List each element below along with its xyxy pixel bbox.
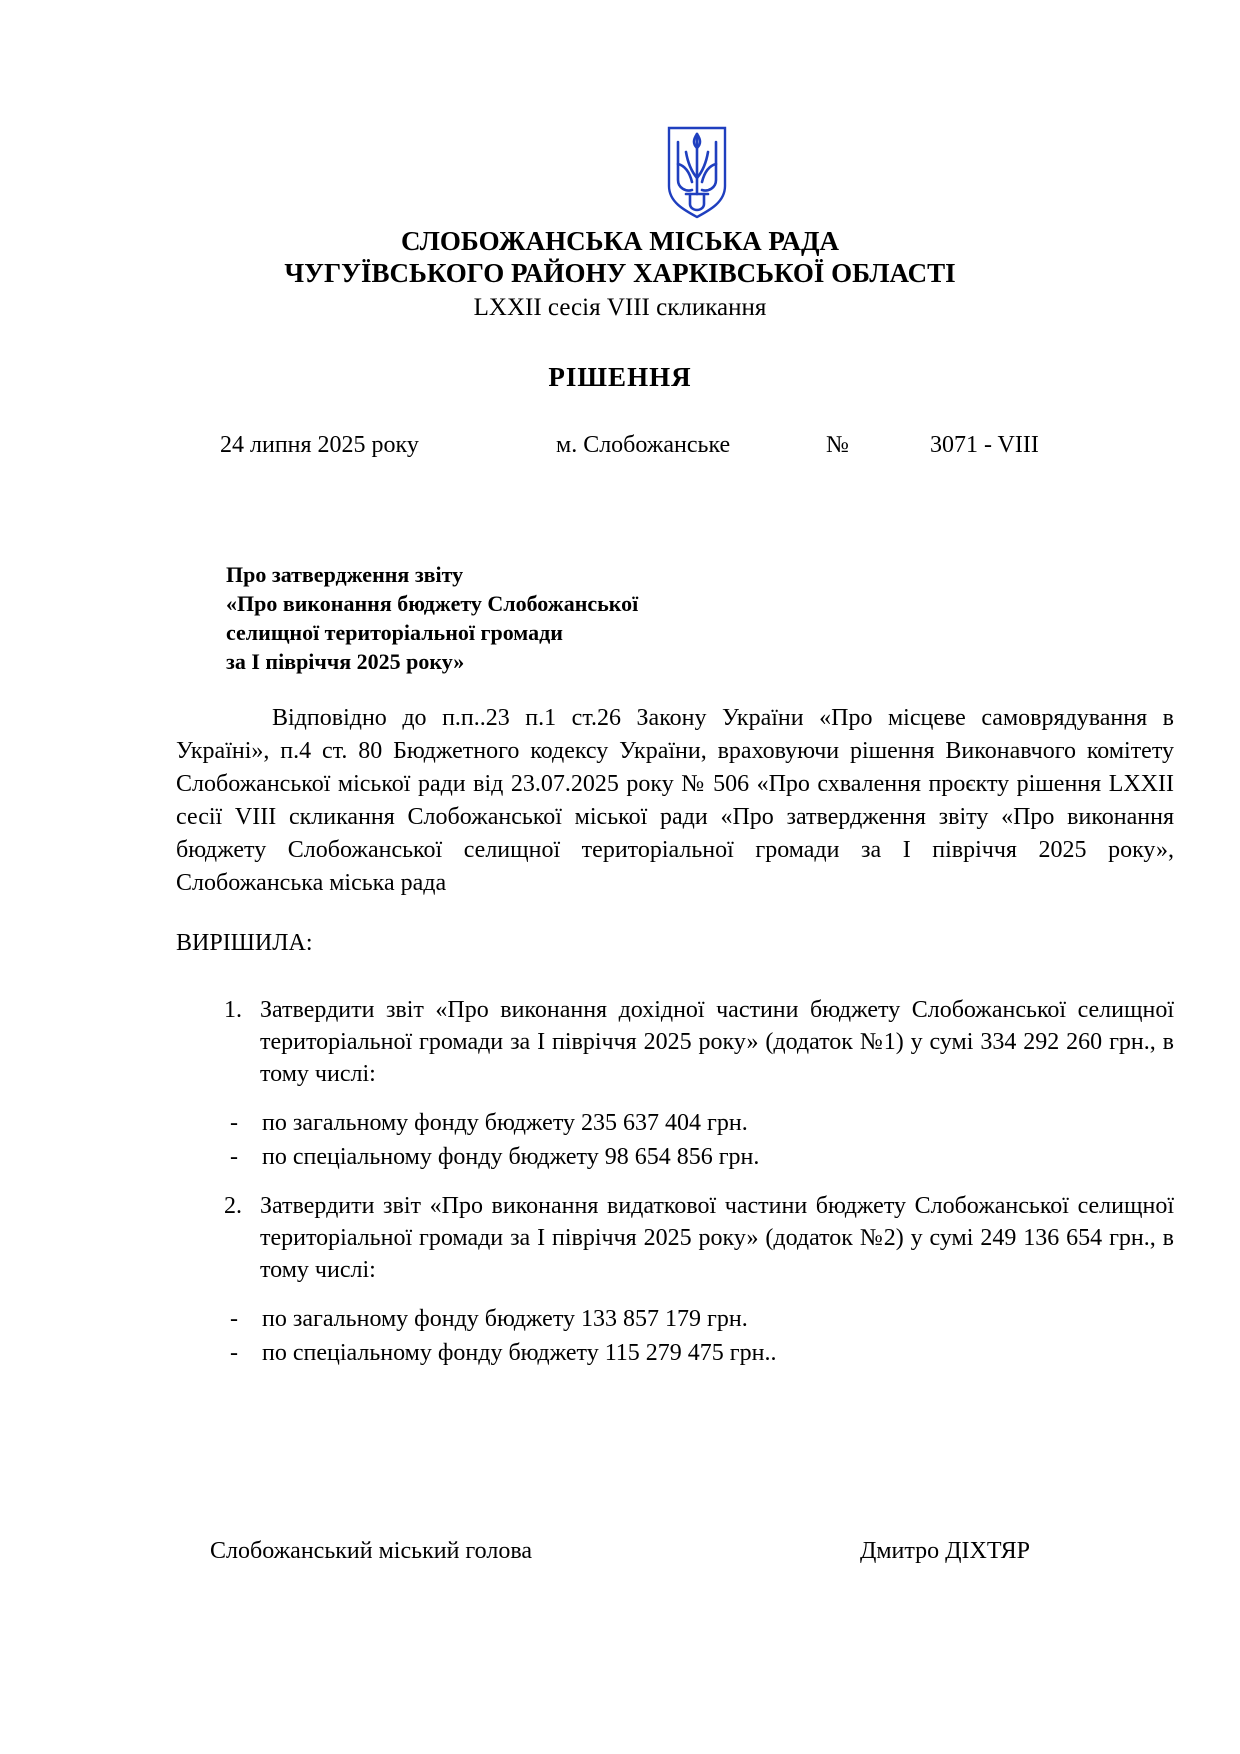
ukraine-trident-emblem-icon [664, 124, 730, 220]
subject-line: «Про виконання бюджету Слобожанської [226, 591, 639, 616]
list-dash: - [230, 1306, 238, 1332]
item-text: Затвердити звіт «Про виконання видаткової частини бюджету Слобожанської селищної територіальної громади за І півріччя 2025 року» (додаток №2) у сумі 249 136 654 грн., в тому числі: [260, 1193, 1174, 1283]
list-item-text: по спеціальному фонду бюджету 98 654 856 грн. [262, 1144, 760, 1170]
document-title: РІШЕННЯ [548, 362, 692, 392]
subject-line: за І півріччя 2025 року» [226, 649, 465, 674]
signatory-name: Дмитро ДІХТЯР [860, 1538, 1030, 1564]
list-item-text: по загальному фонду бюджету 235 637 404 грн. [262, 1110, 748, 1136]
council-name: СЛОБОЖАНСЬКА МІСЬКА РАДА [400, 226, 840, 256]
number-sign: № [826, 432, 849, 458]
resolution-item [224, 1190, 1174, 1286]
district-name: ЧУГУЇВСЬКОГО РАЙОНУ ХАРКІВСЬКОЇ ОБЛАСТІ [284, 258, 956, 288]
subject-line: Про затвердження звіту [226, 562, 464, 587]
list-item-text: по загальному фонду бюджету 133 857 179 грн. [262, 1306, 748, 1332]
session-label: LXXII сесія VIII скликання [473, 294, 767, 321]
decision-city: м. Слобожанське [556, 432, 731, 458]
resolution-item [224, 994, 1174, 1090]
signatory-position: Слобожанський міський голова [210, 1538, 532, 1564]
subject-line: селищної територіальної громади [226, 620, 563, 645]
preamble-paragraph: Відповідно до п.п..23 п.1 ст.26 Закону України «Про місцеве самоврядування в Україні», п.4 ст. 80 Бюджетного кодексу України, враховуючи рішення Виконавчого комітету Слобожанської міської ради від 23.07.2025 року № 506 «Про схвалення проєкту рішення LXXII сесії VIII скликання Слобожанської міської ради «Про затвердження звіту «Про виконання бюджету Слобожанської селищної територіальної громади за І півріччя 2025 року», Слобожанська міська рада [176, 705, 1174, 896]
list-dash: - [230, 1110, 238, 1136]
list-dash: - [230, 1340, 238, 1366]
decision-date: 24 липня 2025 року [220, 432, 419, 458]
item-number: 1. [224, 997, 242, 1023]
list-item-text: по спеціальному фонду бюджету 115 279 475 грн.. [262, 1340, 777, 1366]
item-number: 2. [224, 1193, 242, 1219]
list-dash: - [230, 1144, 238, 1170]
decision-subject [226, 560, 638, 676]
decision-number: 3071 - VIII [930, 432, 1039, 458]
item-text: Затвердити звіт «Про виконання дохідної частини бюджету Слобожанської селищної територіальної громади за І півріччя 2025 року» (додаток №1) у сумі 334 292 260 грн., в тому числі: [260, 997, 1174, 1087]
resolved-label: ВИРІШИЛА: [176, 930, 313, 956]
